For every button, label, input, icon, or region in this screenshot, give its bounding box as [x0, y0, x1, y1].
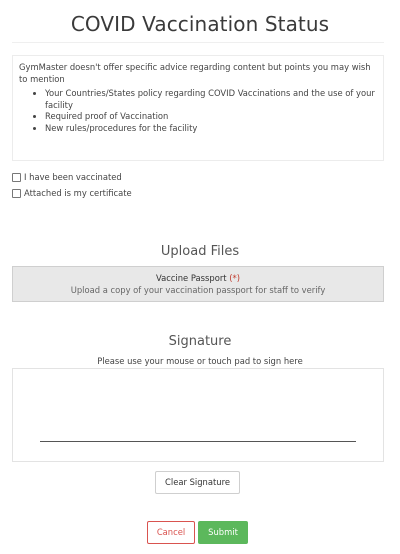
- vaccine-passport-upload[interactable]: [12, 266, 384, 302]
- required-marker: (*): [229, 273, 240, 283]
- signature-hint: Please use your mouse or touch pad to sign here: [97, 356, 303, 366]
- title-divider: [12, 42, 384, 43]
- certificate-checkbox-row[interactable]: [12, 188, 132, 198]
- info-notice: [12, 55, 384, 161]
- page-title: COVID Vaccination Status: [70, 12, 330, 36]
- upload-files-heading: Upload Files: [160, 244, 240, 259]
- signature-baseline: [40, 441, 356, 442]
- vaccinated-checkbox[interactable]: [12, 173, 21, 182]
- notice-bullet: • Your Countries/States policy regarding COVID Vaccinations and the use of your facility: [45, 88, 377, 111]
- notice-intro: GymMaster doesn't offer specific advice regarding content but points you may wish to mention: [19, 62, 371, 84]
- notice-bullet: • New rules/procedures for the facility: [45, 123, 377, 135]
- upload-description: Upload a copy of your vaccination passport for staff to verify: [70, 285, 326, 295]
- cancel-button[interactable]: Cancel: [147, 521, 195, 544]
- upload-field-label-row: [13, 273, 383, 283]
- certificate-checkbox[interactable]: [12, 189, 21, 198]
- signature-pad[interactable]: [12, 368, 384, 462]
- vaccinated-checkbox-row[interactable]: [12, 172, 122, 182]
- notice-bullet-list: [19, 88, 377, 134]
- clear-signature-button[interactable]: Clear Signature: [155, 471, 240, 494]
- submit-button[interactable]: Submit: [198, 521, 248, 544]
- vaccinated-checkbox-label: I have been vaccinated: [24, 172, 122, 182]
- signature-heading: Signature: [168, 334, 232, 349]
- upload-field-label: Vaccine Passport: [156, 273, 227, 283]
- certificate-checkbox-label: Attached is my certificate: [24, 188, 132, 198]
- notice-bullet: • Required proof of Vaccination: [45, 111, 377, 123]
